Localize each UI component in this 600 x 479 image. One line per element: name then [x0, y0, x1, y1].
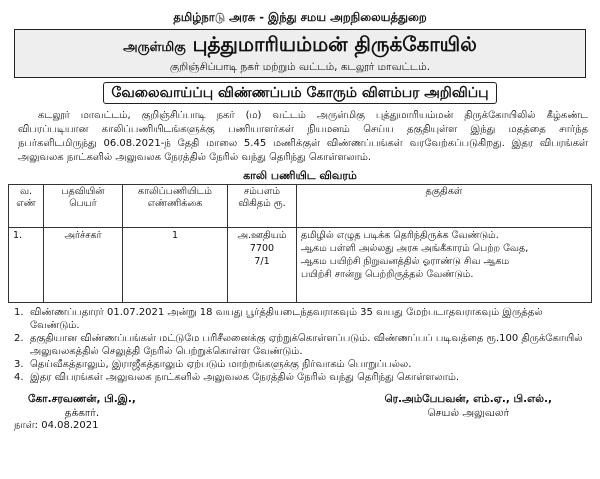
header-salary: சம்பளம் விகிதம் ரூ. [228, 185, 297, 228]
temple-name: புத்துமாரியம்மன் திருக்கோயில் [192, 32, 477, 56]
row-salary [228, 228, 297, 303]
header-post: பதவியின் பெயர் [44, 185, 123, 228]
qualification-line: ஆகம பயிற்சி நிறுவனத்தில் ஓராண்டு சிவ ஆகம [301, 256, 510, 267]
salary-scale: 7/1 [254, 256, 270, 267]
signatory-right-title: செயல் அலுவலர் [427, 407, 510, 419]
notice-page [8, 4, 592, 474]
qualification-line: பயிற்சி சான்று பெற்றிருத்தல் வேண்டும். [301, 269, 474, 280]
signature-row [28, 392, 552, 420]
note-text: விண்ணப்பதாரர் 01.07.2021 அன்று 18 வயது பூர்த்தியடைந்தவராகவும் 35 வயது மேற்படாதவராகவும் இருத்தல் வேண்டும். [30, 307, 543, 331]
table-row [9, 228, 592, 303]
note-item [14, 358, 588, 371]
header-count: காலிப்பணியிடம் எண்ணிக்கை [123, 185, 228, 228]
note-number: 4. [14, 372, 24, 383]
note-text: தெய்வீகத்தாலும், இராஜீகத்தாலும் ஏற்படும் மாற்றங்களுக்கு நிர்வாகம் பொறுப்பல்ல. [30, 359, 412, 370]
signatory-right-name: ரெ.அம்பேபவன், எம்.ஏ., பி.எல்., [384, 393, 552, 405]
vacancy-table [8, 184, 592, 303]
note-number: 3. [14, 359, 24, 370]
note-text: இதர விபரங்கள் அலுவலக நாட்களில் அலுவலக நேரத்தில் நேரில் வந்து தெரிந்து கொள்ளலாம். [30, 372, 460, 383]
note-item [14, 332, 588, 358]
note-number: 2. [14, 333, 24, 344]
header-sno: வ. எண் [9, 185, 44, 228]
table-header-row [9, 185, 592, 228]
row-qualifications [297, 228, 592, 303]
temple-title [15, 32, 585, 60]
qualification-line: தமிழில் எழுத படிக்க தெரிந்திருக்க வேண்டும். [301, 230, 499, 241]
notice-banner: வேலைவாய்ப்பு விண்ணப்பம் கோரும் விளம்பர அறிவிப்பு [103, 82, 497, 104]
qualification-line: ஆகம பள்ளி அல்லது அரசு அங்கீகாரம் பெற்ற வேத, [301, 243, 529, 254]
note-item [14, 371, 588, 384]
temple-prefix: அருள்மிகு [123, 40, 186, 55]
table-title: காலி பணியிட விவரம் [243, 169, 357, 182]
note-text: தகுதியான விண்ணப்பங்கள் மட்டுமே பரிசீலனைக்கு ஏற்றுக்கொள்ளப்படும். விண்ணப்பப் படிவத்தை ரூ.100 திருக்கோயில் அலுவலகத்தில் செலுத்தி நேரில் பெற்றுக்கொள்ள வேண்டும். [30, 333, 583, 357]
note-item [14, 306, 588, 332]
temple-header [14, 29, 586, 78]
note-number: 1. [14, 307, 24, 318]
header-qualifications: தகுதிகள் [297, 185, 592, 228]
row-post: அர்ச்சகர் [44, 228, 123, 303]
notice-date: நாள்: 04.08.2021 [14, 420, 99, 431]
row-count: 1 [123, 228, 228, 303]
temple-address: குறிஞ்சிப்பாடி நகர் மற்றும் வட்டம், கடலூர் மாவட்டம். [169, 61, 431, 73]
salary-label: அ.ஊதியம் [237, 230, 287, 241]
row-sno: 1. [9, 228, 44, 303]
signatory-left-title: தக்கார். [64, 407, 100, 419]
department-line: தமிழ்நாடு அரசு - இந்து சமய அறநிலையத்துறை [173, 10, 427, 24]
notes-list [14, 306, 588, 384]
signatory-right [384, 392, 552, 420]
intro-paragraph: கடலூர் மாவட்டம், குறிஞ்சிப்பாடி நகர் (ம) வட்டம் அருள்மிகு புத்துமாரியம்மன் திருக்கோயிலில் கீழ்கண்ட விபரப்படியான காலிப்பணியிடங்களுக்கு பணியாளர்கள் நியமனம் செய்ய தகுதியுள்ள இந்து மதத்தை சார்ந்த நபர்களிடமிருந்து 06.08.2021-ந் தேதி மாலை 5.45 மணிக்குள் விண்ணப்பங்கள் வரவேற்கப்படுகிறது. இதர விபரங்கள் அலுவலக நாட்களில் அலுவலக நேரத்தில் நேரில் வந்து தெரிந்து கொள்ளலாம். [18, 110, 588, 163]
salary-amount: 7700 [249, 243, 275, 254]
signatory-left-name: கோ.சரவணன், பி.இ., [28, 393, 136, 405]
signatory-left [28, 392, 136, 420]
